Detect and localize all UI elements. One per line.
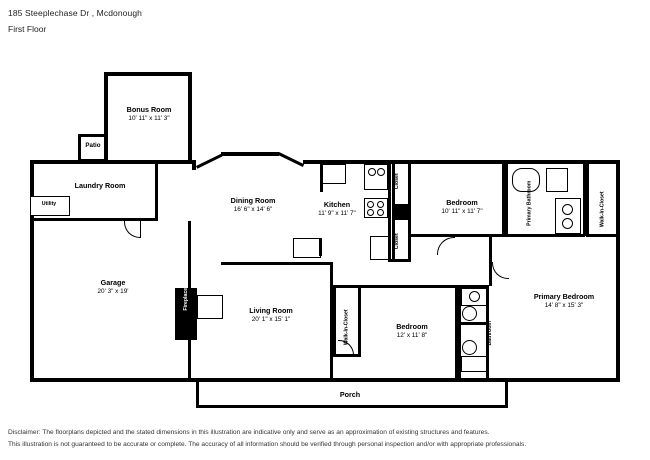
room-label-bathroom: Bathroom bbox=[486, 321, 493, 346]
door-arc bbox=[124, 221, 141, 238]
porch-post bbox=[426, 379, 434, 382]
wall bbox=[221, 262, 333, 265]
room-label-bedroom-upper: Bedroom 10' 11" x 11' 7" bbox=[441, 198, 483, 215]
room-label-living-room: Living Room 20' 1" x 15' 1" bbox=[249, 306, 293, 323]
room-label-dining-room: Dining Room 16' 6" x 14' 6" bbox=[230, 196, 276, 213]
room-label-closet-upper: Closet bbox=[393, 173, 400, 190]
porch-post bbox=[307, 379, 315, 382]
wall bbox=[190, 378, 620, 382]
room-label-utility: Utility bbox=[41, 201, 57, 207]
toilet-icon bbox=[462, 340, 477, 355]
porch-post bbox=[409, 379, 417, 382]
burner-icon bbox=[377, 209, 384, 216]
door-arc bbox=[437, 237, 455, 255]
room-label-primary-bedroom: Primary Bedroom 14' 8" x 15' 3" bbox=[533, 292, 595, 309]
disclaimer-line-1: Disclaimer: The floorplans depicted and the stated dimensions in this illustration are indicative only and serve as an approximation of existing structures and features. bbox=[8, 429, 490, 436]
wall bbox=[505, 234, 585, 237]
porch-post bbox=[239, 379, 247, 382]
porch-post bbox=[222, 379, 230, 382]
room-label-patio: Patio bbox=[85, 142, 101, 149]
door-arc bbox=[338, 340, 354, 356]
disclaimer-line-2: This illustration is not guaranteed to be accurate or complete. The accuracy of all information should be verified through personal inspection and/or with appropriate professionals. bbox=[8, 441, 527, 448]
room-label-kitchen: Kitchen 11' 9" x 11' 7" bbox=[318, 200, 356, 217]
room-label-garage: Garage 20' 3" x 19' bbox=[97, 278, 129, 295]
wall bbox=[196, 405, 508, 408]
sink-basin-icon bbox=[469, 291, 480, 302]
porch-post bbox=[273, 379, 281, 382]
vanity bbox=[461, 356, 487, 372]
cabinet bbox=[293, 238, 321, 258]
room-label-porch: Porch bbox=[339, 390, 361, 399]
disclaimer-block bbox=[8, 427, 642, 451]
counter bbox=[322, 164, 346, 184]
porch-post bbox=[256, 379, 264, 382]
property-address: 185 Steeplechase Dr , Mcdonough bbox=[8, 8, 142, 18]
room-label-fireplace: Fireplace bbox=[182, 287, 189, 311]
wall bbox=[104, 72, 192, 76]
floor-label: First Floor bbox=[8, 24, 47, 34]
room-label-walk-in-closet-center: Walk-In-Closet bbox=[343, 309, 350, 346]
porch-post bbox=[460, 379, 468, 382]
wall bbox=[505, 382, 508, 408]
room-label-closet-lower: Closet bbox=[393, 233, 400, 250]
room-label-bonus-room: Bonus Room 10' 11" x 11' 3" bbox=[126, 105, 172, 122]
porch-post bbox=[477, 379, 485, 382]
porch-post bbox=[392, 379, 400, 382]
porch-post bbox=[358, 379, 366, 382]
shower bbox=[546, 168, 568, 192]
wall bbox=[221, 152, 279, 156]
room-label-laundry-room: Laundry Room bbox=[74, 181, 126, 190]
door-arc bbox=[492, 262, 509, 279]
wall bbox=[78, 134, 108, 137]
wall-angled bbox=[278, 152, 304, 167]
wall bbox=[155, 164, 158, 221]
sink bbox=[364, 164, 388, 190]
porch-post bbox=[375, 379, 383, 382]
wall bbox=[616, 160, 620, 382]
porch-post bbox=[494, 379, 502, 382]
porch-post bbox=[205, 379, 213, 382]
closet-door-block bbox=[392, 204, 411, 220]
porch-post bbox=[324, 379, 332, 382]
porch-post bbox=[290, 379, 298, 382]
porch-post bbox=[443, 379, 451, 382]
sink-basin-icon bbox=[368, 168, 376, 176]
wall bbox=[319, 238, 322, 256]
sink-basin-icon bbox=[377, 168, 385, 176]
wall bbox=[30, 160, 34, 382]
wall bbox=[586, 234, 620, 237]
wall bbox=[303, 160, 620, 164]
wall bbox=[361, 285, 457, 288]
toilet-icon bbox=[462, 306, 477, 321]
wall bbox=[489, 236, 492, 286]
wall bbox=[333, 285, 361, 288]
wall bbox=[30, 378, 190, 382]
room-label-walk-in-closet-primary: Walk-In-Closet bbox=[599, 191, 606, 228]
burner-icon bbox=[377, 201, 384, 208]
sink-basin-icon bbox=[562, 218, 573, 229]
room-label-primary-bathroom: Primary Bathroom bbox=[526, 180, 533, 226]
room-label-bedroom-lower: Bedroom 12' x 11' 8" bbox=[396, 322, 428, 339]
sink-basin-icon bbox=[562, 204, 573, 215]
porch-post bbox=[341, 379, 349, 382]
wall bbox=[30, 160, 192, 164]
wall-angled bbox=[196, 154, 222, 169]
